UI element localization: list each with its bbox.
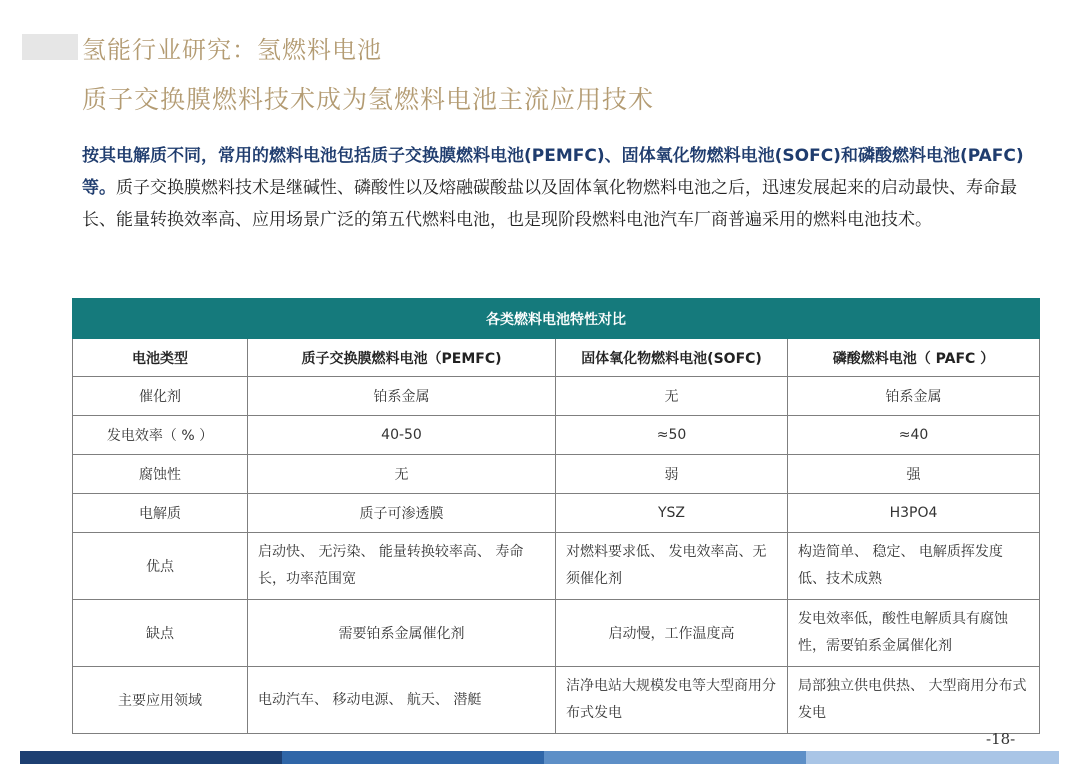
table-row xyxy=(73,377,1040,416)
table-cell: 构造简单、 稳定、 电解质挥发度低、技术成熟 xyxy=(788,533,1040,600)
table-cell: 局部独立供电供热、 大型商用分布式发电 xyxy=(788,667,1040,734)
row-label: 主要应用领域 xyxy=(73,667,248,734)
table-cell: 启动快、 无污染、 能量转换较率高、 寿命长，功率范围宽 xyxy=(248,533,556,600)
page-title: 氢能行业研究：氢燃料电池 xyxy=(82,36,382,64)
footer-bar-segment xyxy=(282,751,544,764)
row-label: 发电效率（ % ） xyxy=(73,416,248,455)
column-header: 磷酸燃料电池（ PAFC ） xyxy=(788,339,1040,377)
table-row xyxy=(73,455,1040,494)
intro-body: 质子交换膜燃料技术是继碱性、磷酸性以及熔融碳酸盐以及固体氧化物燃料电池之后，迅速发展起来的启动最快、寿命最长、能量转换效率高、应用场景广泛的第五代燃料电池，也是现阶段燃料电池汽车厂商普遍采用的燃料电池技术。 xyxy=(82,178,1017,230)
page-subtitle: 质子交换膜燃料技术成为氢燃料电池主流应用技术 xyxy=(82,85,655,114)
row-label: 优点 xyxy=(73,533,248,600)
table-caption: 各类燃料电池特性对比 xyxy=(73,299,1040,339)
table-cell: 40-50 xyxy=(248,416,556,455)
table-cell: H3PO4 xyxy=(788,494,1040,533)
column-header: 电池类型 xyxy=(73,339,248,377)
table-row xyxy=(73,533,1040,600)
page-number: -18- xyxy=(986,730,1016,748)
table-row xyxy=(73,494,1040,533)
title-decoration xyxy=(22,34,78,60)
table-cell: 启动慢，工作温度高 xyxy=(556,600,788,667)
row-label: 催化剂 xyxy=(73,377,248,416)
fuel-cell-comparison-table xyxy=(72,298,1040,734)
table-header-row xyxy=(73,339,1040,377)
table-row xyxy=(73,416,1040,455)
table-cell: 质子可渗透膜 xyxy=(248,494,556,533)
table-cell: 需要铂系金属催化剂 xyxy=(248,600,556,667)
table-cell: 铂系金属 xyxy=(788,377,1040,416)
column-header: 固体氧化物燃料电池(SOFC) xyxy=(556,339,788,377)
table-cell: 电动汽车、 移动电源、 航天、 潜艇 xyxy=(248,667,556,734)
row-label: 电解质 xyxy=(73,494,248,533)
table-cell: 弱 xyxy=(556,455,788,494)
table-cell: 铂系金属 xyxy=(248,377,556,416)
table-cell: ≈50 xyxy=(556,416,788,455)
intro-paragraph xyxy=(82,140,1027,236)
footer-bar-segment xyxy=(544,751,806,764)
table-row xyxy=(73,600,1040,667)
table-cell: 强 xyxy=(788,455,1040,494)
table-cell: 对燃料要求低、 发电效率高、无须催化剂 xyxy=(556,533,788,600)
table-cell: 无 xyxy=(556,377,788,416)
table-cell: 发电效率低，酸性电解质具有腐蚀性，需要铂系金属催化剂 xyxy=(788,600,1040,667)
row-label: 缺点 xyxy=(73,600,248,667)
table-cell: 无 xyxy=(248,455,556,494)
table-cell: ≈40 xyxy=(788,416,1040,455)
table-row xyxy=(73,667,1040,734)
footer-bar-segment xyxy=(20,751,282,764)
table-cell: 洁净电站大规模发电等大型商用分布式发电 xyxy=(556,667,788,734)
table-cell: YSZ xyxy=(556,494,788,533)
footer-bar-segment xyxy=(806,751,1059,764)
row-label: 腐蚀性 xyxy=(73,455,248,494)
column-header: 质子交换膜燃料电池（PEMFC) xyxy=(248,339,556,377)
intro-highlight: 按其电解质不同，常用的燃料电池包括质子交换膜燃料电池(PEMFC)、固体氧化物燃料电池(SOFC)和磷酸燃料电池(PAFC)等。 xyxy=(82,146,1024,198)
